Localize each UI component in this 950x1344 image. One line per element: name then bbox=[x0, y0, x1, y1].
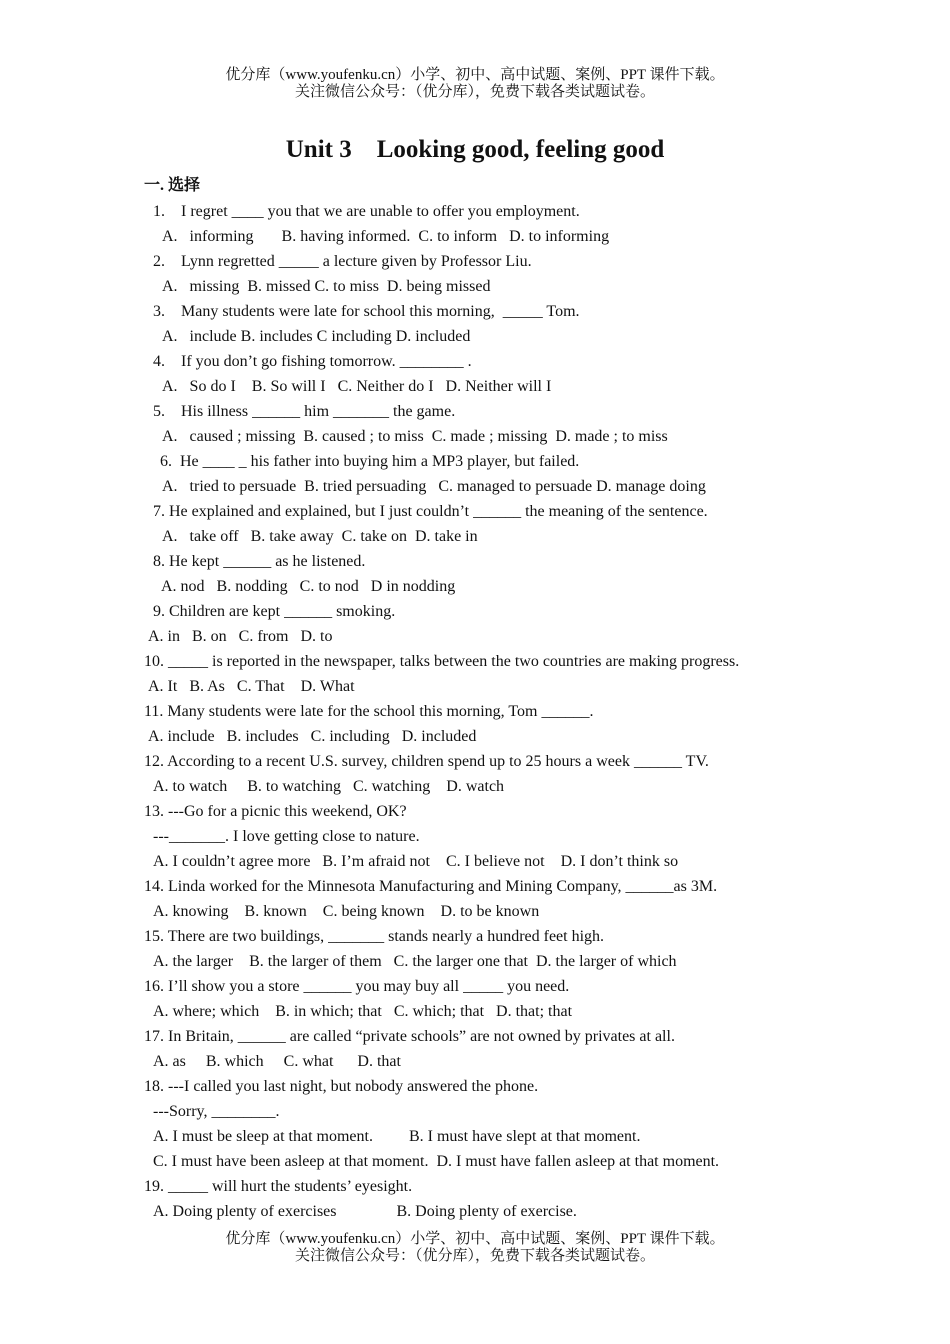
question-line: 7. He explained and explained, but I just couldn’t ______ the meaning of the sentence. bbox=[153, 503, 708, 520]
options-line: A. Doing plenty of exercises B. Doing plenty of exercise. bbox=[153, 1203, 577, 1220]
options-line: A. knowing B. known C. being known D. to be known bbox=[153, 903, 540, 920]
question-line: 10. _____ is reported in the newspaper, talks between the two countries are making progress. bbox=[144, 653, 740, 670]
question-line: 14. Linda worked for the Minnesota Manufacturing and Mining Company, ______as 3M. bbox=[144, 878, 718, 895]
options-line: A. as B. which C. what D. that bbox=[153, 1053, 401, 1070]
section-heading: 一. 选择 bbox=[144, 177, 201, 194]
options-line: A. I must be sleep at that moment. B. I must have slept at that moment. bbox=[153, 1128, 641, 1145]
question-line: 11. Many students were late for the school this morning, Tom ______. bbox=[144, 703, 594, 720]
footer-line-1: 优分库（www.youfenku.cn）小学、初中、高中试题、案例、PPT 课件下载。 bbox=[225, 1231, 725, 1247]
header-line-2: 关注微信公众号：（优分库），免费下载各类试题试卷。 bbox=[294, 84, 655, 100]
question-line: 18. ---I called you last night, but nobody answered the phone. bbox=[144, 1078, 539, 1095]
options-line: A. in B. on C. from D. to bbox=[148, 628, 333, 645]
options-line: A. So do I B. So will I C. Neither do I D. Neither will I bbox=[162, 378, 552, 395]
question-line: 16. I’ll show you a store ______ you may buy all _____ you need. bbox=[144, 978, 570, 995]
question-line: 5. His illness ______ him _______ the game. bbox=[153, 403, 456, 420]
options-line: A. include B. includes C including D. included bbox=[162, 328, 471, 345]
question-line: 2. Lynn regretted _____ a lecture given by Professor Liu. bbox=[153, 253, 532, 270]
question-line: 6. He ____ _ his father into buying him a MP3 player, but failed. bbox=[160, 453, 580, 470]
options-line: C. I must have been asleep at that moment. D. I must have fallen asleep at that moment. bbox=[153, 1153, 720, 1170]
question-line: 17. In Britain, ______ are called “private schools” are not owned by privates at all. bbox=[144, 1028, 675, 1045]
options-line: A. missing B. missed C. to miss D. being missed bbox=[162, 278, 491, 295]
question-line: 19. _____ will hurt the students’ eyesight. bbox=[144, 1178, 413, 1195]
options-line: A. I couldn’t agree more B. I’m afraid not C. I believe not D. I don’t think so bbox=[153, 853, 679, 870]
question-line: 8. He kept ______ as he listened. bbox=[153, 553, 366, 570]
question-line: 4. If you don’t go fishing tomorrow. ________ . bbox=[153, 353, 472, 370]
options-line: A. take off B. take away C. take on D. take in bbox=[162, 528, 478, 545]
options-line: A. the larger B. the larger of them C. the larger one that D. the larger of which bbox=[153, 953, 677, 970]
dialogue-line: ---Sorry, ________. bbox=[153, 1103, 280, 1120]
page-title: Unit 3 Looking good, feeling good bbox=[285, 136, 665, 163]
question-line: 15. There are two buildings, _______ stands nearly a hundred feet high. bbox=[144, 928, 605, 945]
question-line: 3. Many students were late for school this morning, _____ Tom. bbox=[153, 303, 580, 320]
question-line: 13. ---Go for a picnic this weekend, OK? bbox=[144, 803, 407, 820]
options-line: A. tried to persuade B. tried persuading C. managed to persuade D. manage doing bbox=[162, 478, 706, 495]
options-line: A. informing B. having informed. C. to inform D. to informing bbox=[162, 228, 610, 245]
question-line: 9. Children are kept ______ smoking. bbox=[153, 603, 396, 620]
header-line-1: 优分库（www.youfenku.cn）小学、初中、高中试题、案例、PPT 课件下载。 bbox=[225, 67, 725, 83]
footer-line-2: 关注微信公众号：（优分库），免费下载各类试题试卷。 bbox=[294, 1248, 655, 1264]
dialogue-line: ---_______. I love getting close to nature. bbox=[153, 828, 420, 845]
options-line: A. It B. As C. That D. What bbox=[148, 678, 355, 695]
options-line: A. where; which B. in which; that C. which; that D. that; that bbox=[153, 1003, 573, 1020]
question-line: 12. According to a recent U.S. survey, children spend up to 25 hours a week ______ TV. bbox=[144, 753, 709, 770]
question-line: 1. I regret ____ you that we are unable to offer you employment. bbox=[153, 203, 580, 220]
page-footer bbox=[0, 1231, 950, 1265]
options-line: A. nod B. nodding C. to nod D in nodding bbox=[161, 578, 456, 595]
options-line: A. include B. includes C. including D. included bbox=[148, 728, 477, 745]
page-header bbox=[0, 67, 950, 101]
options-line: A. caused ; missing B. caused ; to miss C. made ; missing D. made ; to miss bbox=[162, 428, 668, 445]
options-line: A. to watch B. to watching C. watching D. watch bbox=[153, 778, 505, 795]
